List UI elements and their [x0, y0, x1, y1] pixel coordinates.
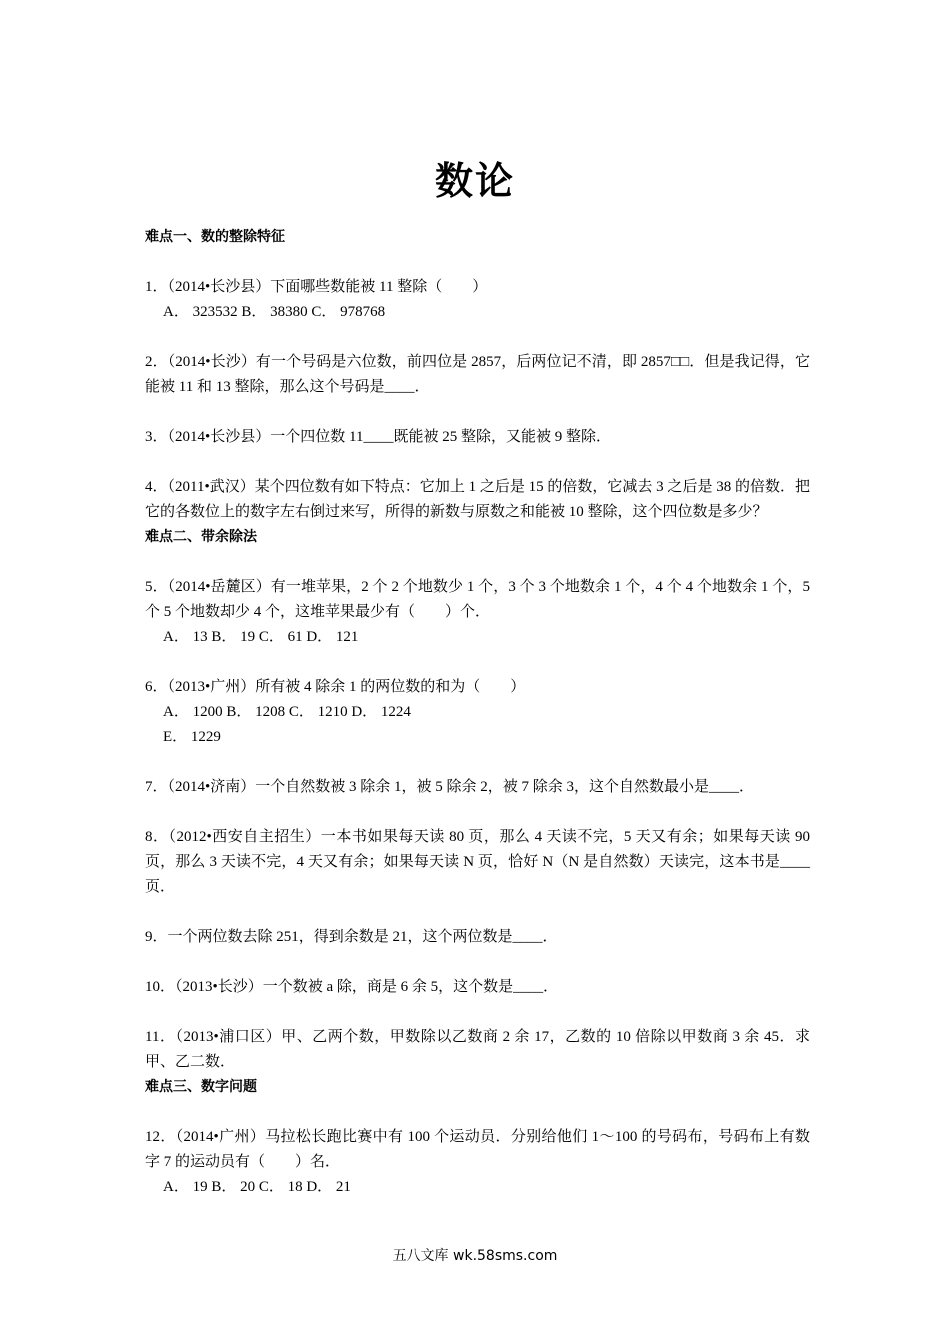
question-10: 10．（2013•长沙）一个数被 a 除，商是 6 余 5，这个数是____． — [145, 979, 559, 995]
question-7: 7．（2014•济南）一个自然数被 3 除余 1，被 5 除余 2，被 7 除余 3，这个自然数最小是____． — [145, 779, 755, 795]
section-heading-1: 难点一、数的整除特征 — [145, 229, 285, 245]
footer-watermark: 五八文库 wk.58sms.com — [392, 1248, 558, 1264]
question-12-options: A． 19 B． 20 C． 18 D． 21 — [163, 1179, 351, 1195]
question-6-options: A． 1200 B． 1208 C． 1210 D． 1224 — [163, 704, 411, 720]
question-5: 5．（2014•岳麓区）有一堆苹果，2 个 2 个地数少 1 个，3 个 3 个地数余 1 个，4 个 4 个地数余 1 个，5 个 5 个地数却少 4 个，这堆苹果最少有（ ）个． — [145, 579, 810, 620]
question-4: 4．（2011•武汉）某个四位数有如下特点：它加上 1 之后是 15 的倍数，它减去 3 之后是 38 的倍数．把它的各数位上的数字左右倒过来写，所得的新数与原数之和能被 10 整除，这个四位数是多少？ — [145, 479, 810, 520]
question-11: 11．（2013•浦口区）甲、乙两个数，甲数除以乙数商 2 余 17，乙数的 10 倍除以甲数商 3 余 45．求甲、乙二数． — [145, 1029, 810, 1070]
question-6-options-extra: E． 1229 — [163, 729, 221, 745]
question-2: 2．（2014•长沙）有一个号码是六位数，前四位是 2857，后两位记不清，即 2857□□．但是我记得，它能被 11 和 13 整除，那么这个号码是____． — [145, 354, 810, 395]
section-heading-3: 难点三、数字问题 — [145, 1079, 257, 1095]
question-12: 12．（2014•广州）马拉松长跑比赛中有 100 个运动员．分别给他们 1～100 的号码布，号码布上有数字 7 的运动员有（ ）名． — [145, 1129, 810, 1170]
question-6: 6．（2013•广州）所有被 4 除余 1 的两位数的和为（ ） — [145, 679, 526, 695]
question-9: 9．一个两位数去除 251，得到余数是 21，这个两位数是____． — [145, 929, 558, 945]
section-heading-2: 难点二、带余除法 — [145, 529, 257, 545]
page-title: 数论 — [434, 159, 515, 203]
question-8: 8．（2012•西安自主招生）一本书如果每天读 80 页，那么 4 天读不完，5 天又有余；如果每天读 90 页，那么 3 天读不完，4 天又有余；如果每天读 N 页，恰好 N（N 是自然数）天读完，这本书是____页． — [145, 829, 810, 895]
question-3: 3．（2014•长沙县）一个四位数 11____既能被 25 整除，又能被 9 整除． — [145, 429, 611, 445]
question-5-options: A． 13 B． 19 C． 61 D． 121 — [163, 629, 359, 645]
document-body — [145, 225, 810, 1200]
question-1-options: A． 323532 B． 38380 C． 978768 — [163, 304, 386, 320]
question-1: 1．（2014•长沙县）下面哪些数能被 11 整除（ ） — [145, 279, 488, 295]
